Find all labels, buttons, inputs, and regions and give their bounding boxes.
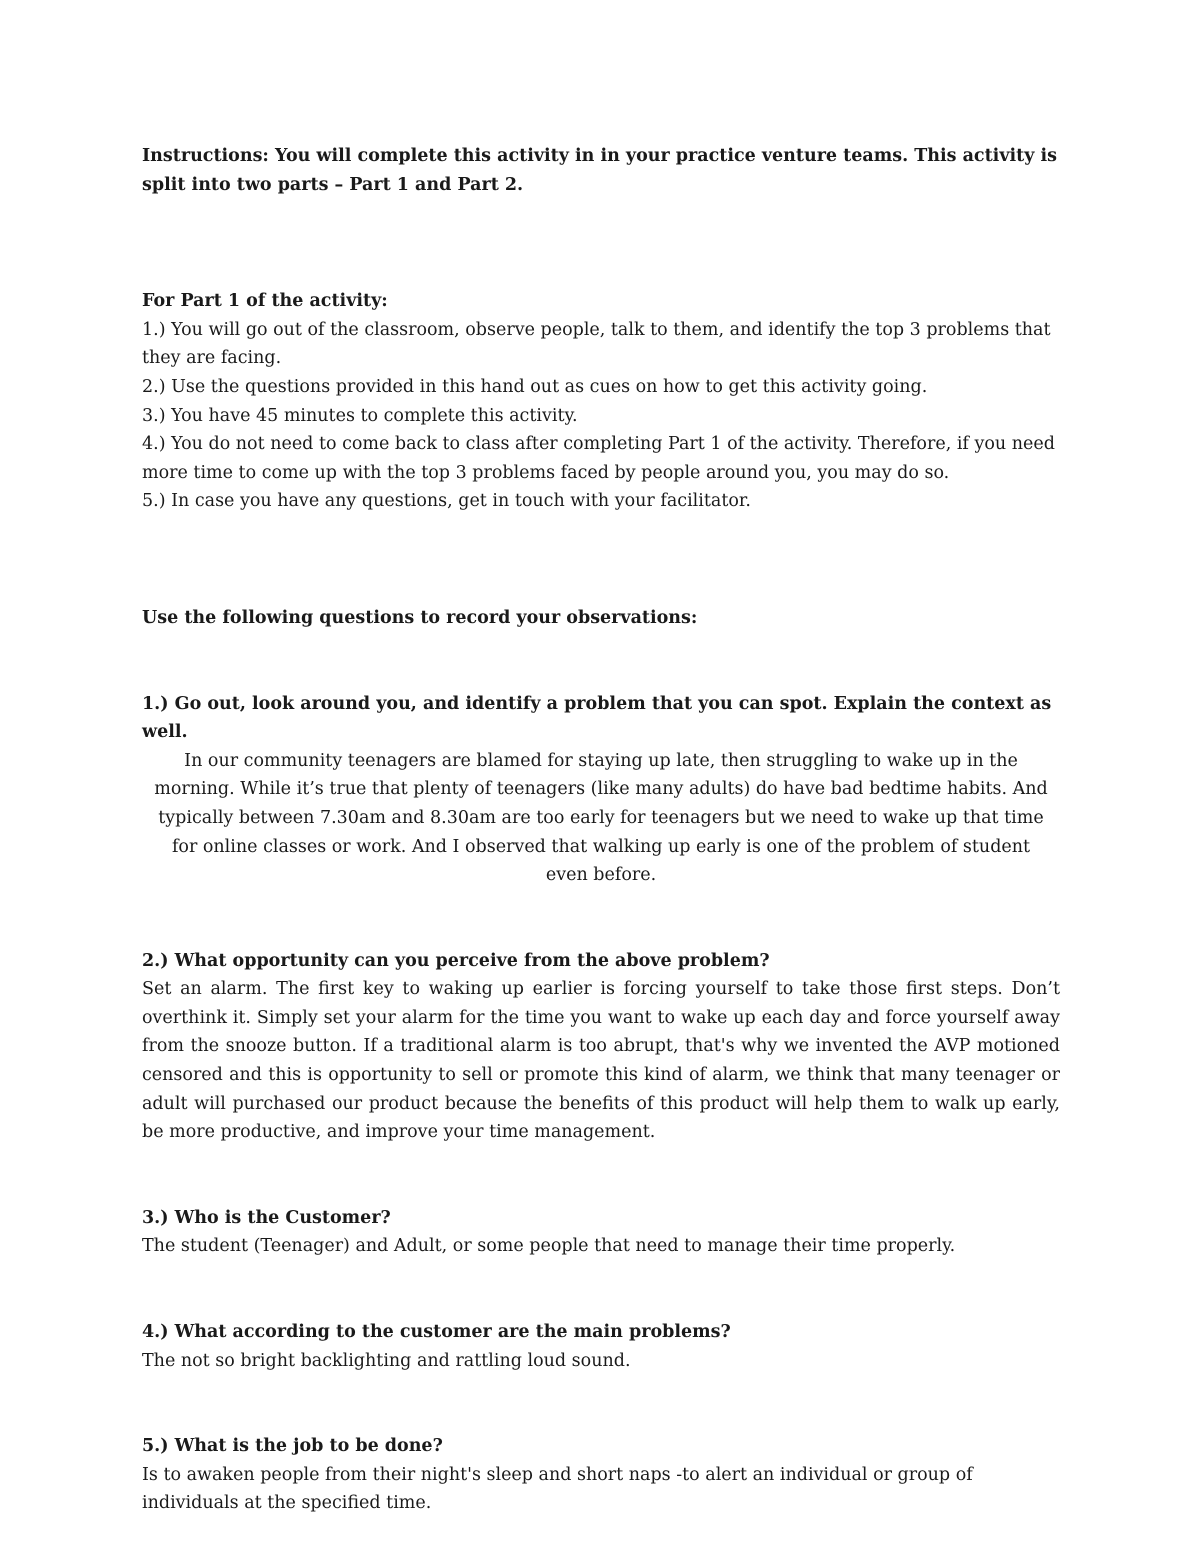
- document-page: [142, 142, 1060, 1518]
- spacer: [142, 890, 1060, 947]
- part1-heading: For Part 1 of the activity:: [142, 291, 388, 312]
- spacer: [142, 1261, 1060, 1318]
- question-2: 2.) What opportunity can you perceive from the above problem?: [142, 950, 770, 971]
- question-3: 3.) Who is the Customer?: [142, 1207, 391, 1228]
- question-4: 4.) What according to the customer are the main problems?: [142, 1322, 731, 1343]
- part1-item-3: 3.) You have 45 minutes to complete this activity.: [142, 405, 578, 426]
- spacer: [142, 516, 1060, 604]
- spacer: [142, 199, 1060, 287]
- answer-2: Set an alarm. The first key to waking up earlier is forcing yourself to take those first steps. Don’t overthink it. Simply set your alarm for the time you want to wake up each day and force yourself away from the snooze button. If a traditional alarm is too abrupt, that's why we invented the AVP motioned censored and this is opportunity to sell or promote this kind of alarm, we think that many teenager or adult will purchased our product because the benefits of this product will help them to walk up early, be more productive, and improve your time management.: [142, 979, 1060, 1143]
- part1-item-5: 5.) In case you have any questions, get in touch with your facilitator.: [142, 491, 751, 512]
- part1-item-4: 4.) You do not need to come back to class after completing Part 1 of the activity. Therefore, if you need more time to come up with the top 3 problems faced by people around you, you may do so.: [142, 434, 1055, 483]
- part1-item-2: 2.) Use the questions provided in this hand out as cues on how to get this activity going.: [142, 376, 928, 397]
- observations-heading: Use the following questions to record your observations:: [142, 607, 698, 628]
- spacer: [142, 1375, 1060, 1432]
- question-1: 1.) Go out, look around you, and identify a problem that you can spot. Explain the context as well.: [142, 693, 1052, 743]
- part1-item-1: 1.) You will go out of the classroom, observe people, talk to them, and identify the top 3 problems that they are facing.: [142, 319, 1051, 369]
- answer-3: The student (Teenager) and Adult, or some people that need to manage their time properly.: [142, 1236, 956, 1257]
- answer-5: Is to awaken people from their night's sleep and short naps -to alert an individual or group of individuals at the specified time.: [142, 1464, 973, 1514]
- answer-1: In our community teenagers are blamed for staying up late, then struggling to wake up in the morning. While it’s true that plenty of teenagers (like many adults) do have bad bedtime habits. And typically between 7.30am and 8.30am are too early for teenagers but we need to wake up that time for online classes or work. And I observed that walking up early is one of the problem of student even before.: [154, 750, 1048, 886]
- spacer: [142, 1147, 1060, 1204]
- question-5: 5.) What is the job to be done?: [142, 1436, 443, 1457]
- instructions-text: Instructions: You will complete this activity in in your practice venture teams. This activity is split into two parts – Part 1 and Part 2.: [142, 146, 1057, 195]
- spacer: [142, 633, 1060, 690]
- answer-4: The not so bright backlighting and rattling loud sound.: [142, 1350, 631, 1371]
